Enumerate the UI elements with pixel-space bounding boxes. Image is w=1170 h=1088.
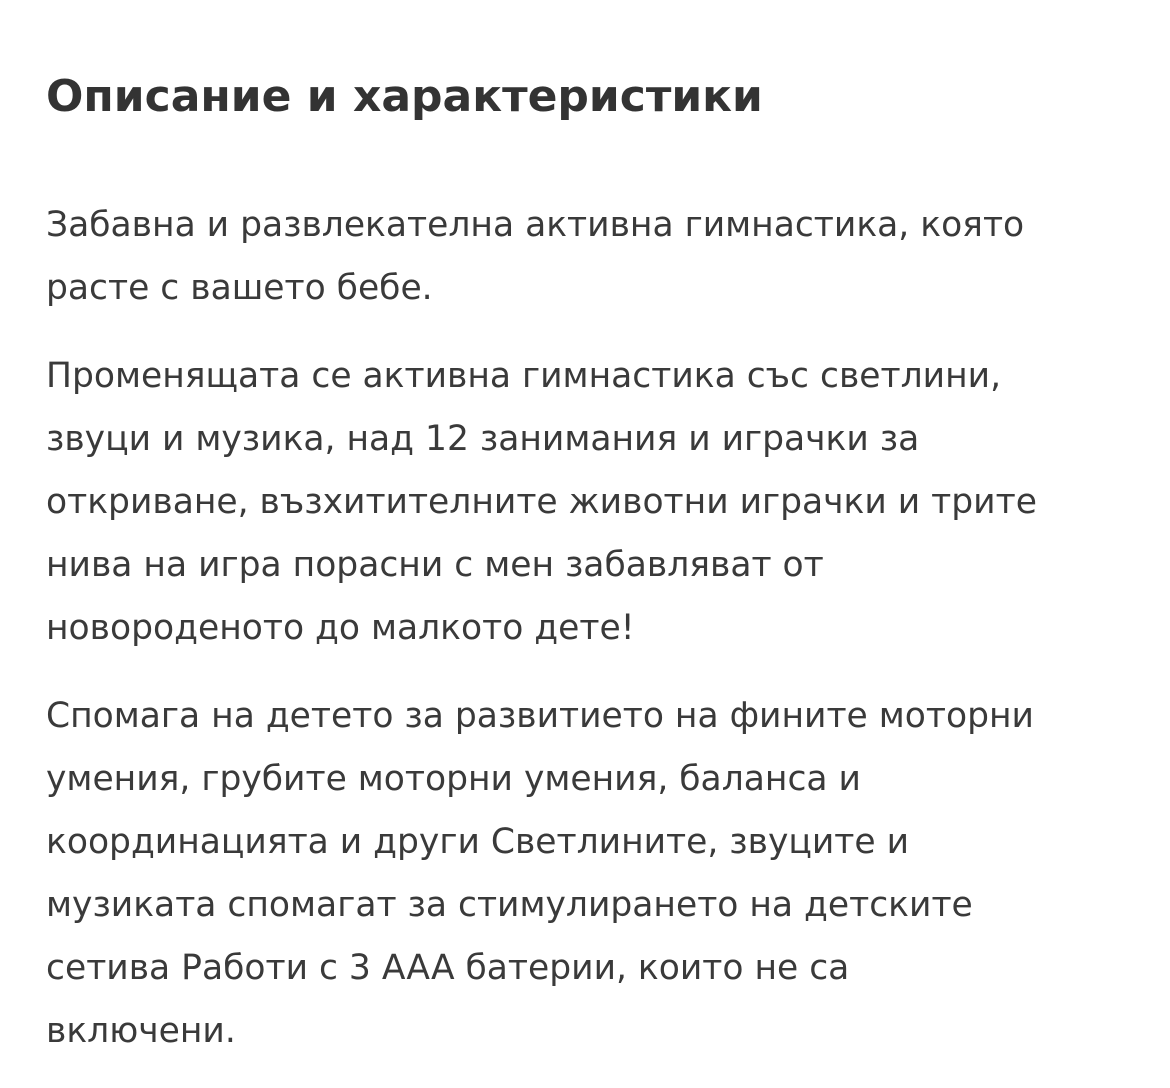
paragraph-line: откриване, възхитителните животни играчки и трите [46,482,1037,522]
paragraph-line: новороденото до малкото дете! [46,608,635,648]
paragraph-line: музиката спомагат за стимулирането на детските [46,885,973,925]
paragraph-line: звуци и музика, над 12 занимания и играчки за [46,419,920,459]
paragraph-line: Спомага на детето за развитието на фините моторни [46,696,1034,736]
paragraph-line: координацията и други Светлините, звуците и [46,822,910,862]
section-title: Описание и характеристики [46,71,763,122]
paragraph-line: нива на игра порасни с мен забавляват от [46,545,824,585]
description-body [46,194,1136,1063]
paragraph-line: умения, грубите моторни умения, баланса и [46,759,861,799]
paragraph-line: расте с вашето бебе. [46,268,433,308]
description-paragraph-1 [46,194,1136,320]
description-paragraph-2 [46,345,1136,660]
paragraph-line: Забавна и развлекателна активна гимнастика, която [46,205,1025,245]
product-description-section [46,60,1136,1088]
description-paragraph-3 [46,685,1136,1063]
paragraph-line: Променящата се активна гимнастика със светлини, [46,356,1002,396]
paragraph-line: сетива Работи с 3 AAA батерии, които не са [46,948,850,988]
paragraph-line: включени. [46,1011,236,1051]
